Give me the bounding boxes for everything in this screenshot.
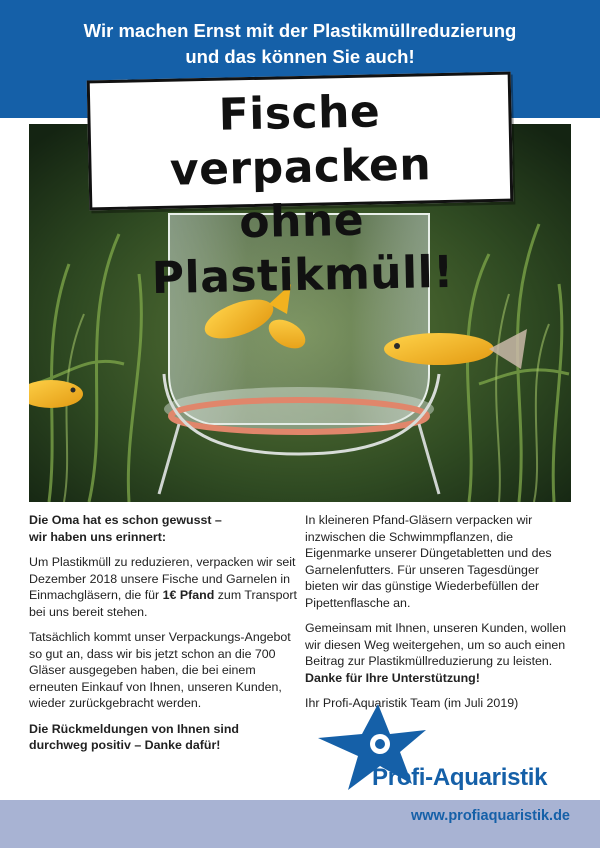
deposit-amount: 1€ Pfand bbox=[162, 588, 215, 602]
title-line-2: ohne Plastikmüll! bbox=[151, 194, 455, 305]
right-column bbox=[305, 512, 573, 721]
closing-line-1: Die Rückmeldungen von Ihnen sind bbox=[29, 721, 239, 736]
title-line-1: Fische verpacken bbox=[169, 86, 432, 196]
paragraph-3: In kleineren Pfand-Gläsern verpacken wir inzwischen die Schwimmpflanzen, die Eigenmarke unserer Düngetabletten und des Garnelenfutters. Für unseren Tagesdünger bieten wir das günstige Wiederbefüllen der Pipettenflasche an. bbox=[305, 513, 552, 610]
signature: Ihr Profi-Aquaristik Team (im Juli 2019) bbox=[305, 696, 519, 710]
headline bbox=[0, 18, 600, 70]
lead-line-2: wir haben uns erinnert: bbox=[29, 529, 167, 544]
headline-line-2: und das können Sie auch! bbox=[185, 46, 415, 67]
headline-line-1: Wir machen Ernst mit der Plastikmüllreduzierung bbox=[83, 20, 517, 41]
left-column bbox=[29, 512, 297, 763]
paragraph-1-text-b: zum Transport bei uns bereit stehen. bbox=[29, 588, 297, 619]
paragraph-1-text-a: Um Plastikmüll zu reduzieren, verpacken wir seit Dezember 2018 unsere Fische und Garnelen in Einmachgläsern, die für bbox=[29, 555, 296, 602]
paragraph-4-text: Gemeinsam mit Ihnen, unseren Kunden, wollen wir diesen Weg weitergehen, um so auch einen Beitrag zur Plastikmüllreduzierung zu leisten. bbox=[305, 621, 567, 668]
closing-line-2: durchweg positiv – Danke dafür! bbox=[29, 738, 221, 752]
lead-line-1: Die Oma hat es schon gewusst – bbox=[29, 513, 222, 527]
lead-heading bbox=[29, 512, 297, 545]
brand-name: Profi-Aquaristik bbox=[372, 764, 548, 791]
paragraph-1 bbox=[29, 554, 297, 620]
website-link[interactable]: www.profiaquaristik.de bbox=[411, 808, 570, 824]
closing-statement bbox=[29, 721, 297, 754]
title-sign bbox=[87, 72, 514, 305]
thanks-line: Danke für Ihre Unterstützung! bbox=[305, 670, 480, 685]
paragraph-4 bbox=[305, 620, 573, 686]
paragraph-2: Tatsächlich kommt unser Verpackungs-Angebot so gut an, dass wir bis jetzt schon an die 700 Gläser ausgegeben haben, die bei einem erneuten Einkauf von Ihnen, unseren Kunden, wieder zurückgebracht werden. bbox=[29, 630, 291, 710]
